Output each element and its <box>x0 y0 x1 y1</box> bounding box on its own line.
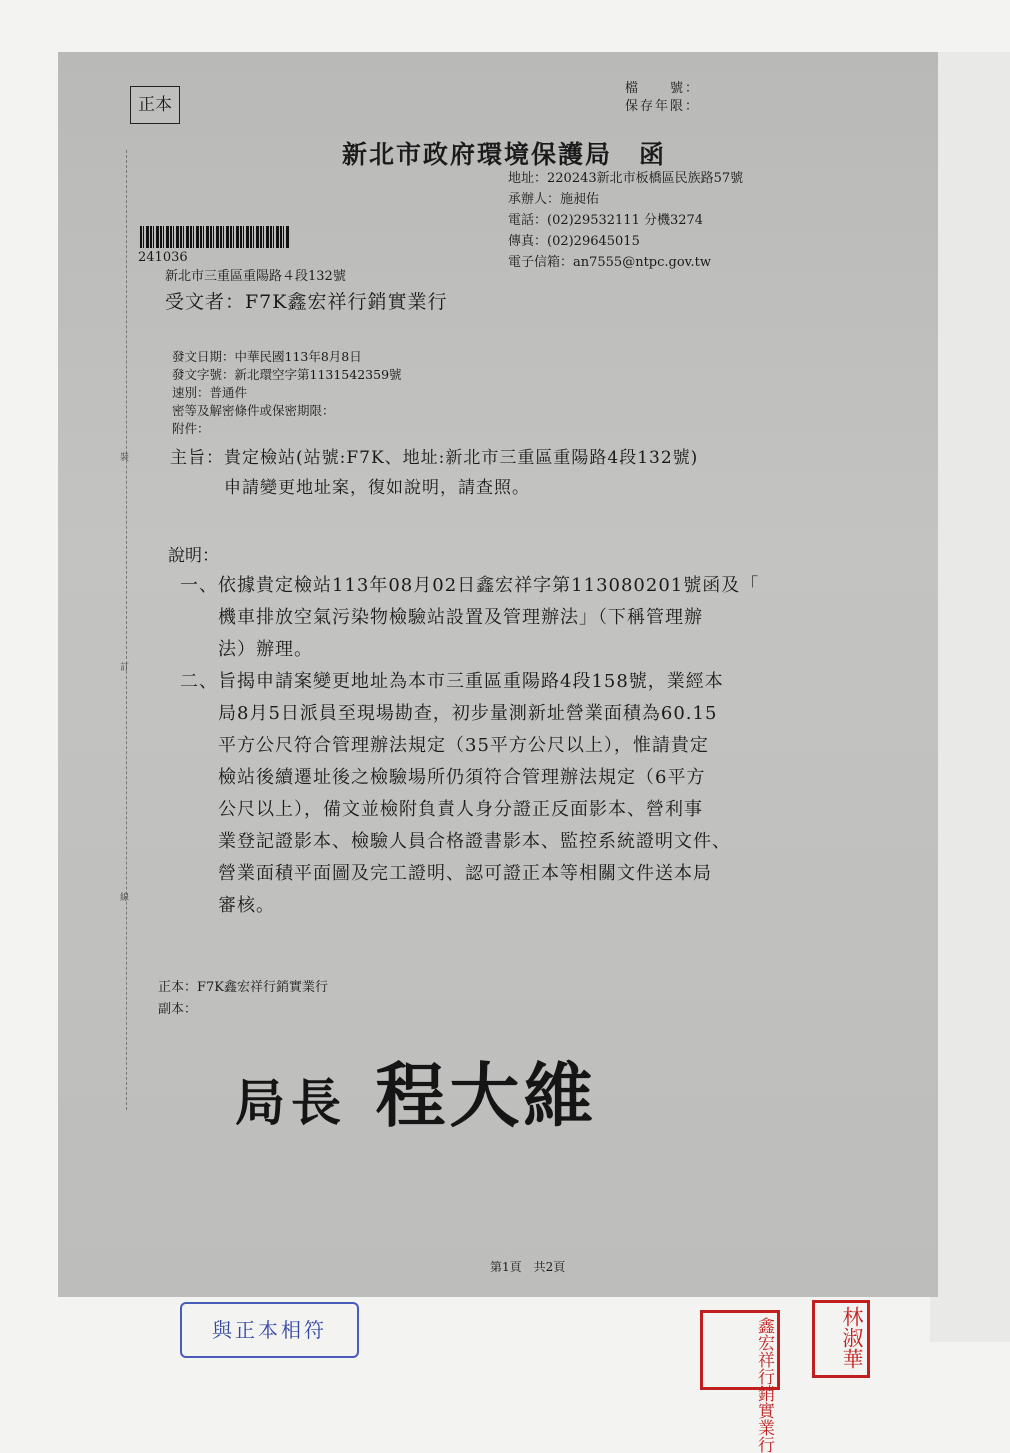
explanation-line: 檢站後續遷址後之檢驗場所仍須符合管理辦法規定（6平方 <box>180 767 706 788</box>
document-number: 發文字號：新北環空字第1131542359號 <box>172 367 402 382</box>
delivery-speed: 速別：普通件 <box>172 385 248 400</box>
binding-mark: 訂 <box>120 663 130 673</box>
explanation-title: 說明： <box>168 546 219 566</box>
document-meta <box>172 348 402 438</box>
issue-date: 發文日期：中華民國113年8月8日 <box>172 349 362 364</box>
barcode <box>140 226 290 248</box>
explanation-line: 審核。 <box>180 895 275 916</box>
contact-email: 電子信箱：an7555@ntpc.gov.tw <box>508 255 711 270</box>
subject-line: 主旨：貴定檢站(站號:F7K、地址:新北市三重區重陽路4段132號) <box>170 448 699 468</box>
binding-mark: 裝 <box>120 453 130 463</box>
explanation-line: 營業面積平面圖及完工證明、認可證正本等相關文件送本局 <box>180 863 712 884</box>
explanation-line: 業登記證影本、檢驗人員合格證書影本、監控系統證明文件、 <box>180 831 731 852</box>
conform-stamp: 與正本相符 <box>180 1302 359 1358</box>
subject-line: 申請變更地址案，復如說明，請查照。 <box>170 478 530 498</box>
contact-handler: 承辦人：施昶佑 <box>508 192 600 207</box>
explanation-line: 公尺以上），備文並檢附負責人身分證正反面影本、營利事 <box>180 799 703 820</box>
attachments: 附件： <box>172 421 210 436</box>
explanation-block <box>180 570 759 922</box>
explanation-line: 一、依據貴定檢站113年08月02日鑫宏祥字第113080201號函及「 <box>180 575 760 596</box>
confidentiality: 密等及解密條件或保密期限： <box>172 403 335 418</box>
original-mark-box: 正本 <box>130 86 180 124</box>
background-strip <box>930 52 1010 1342</box>
explanation-line: 二、旨揭申請案變更地址為本市三重區重陽路4段158號，業經本 <box>180 671 724 692</box>
explanation-line: 局8月5日派員至現場勘查，初步量測新址營業面積為60.15 <box>180 703 718 724</box>
company-seal: 鑫宏祥行銷實業行 <box>700 1310 780 1390</box>
contact-block <box>508 168 743 273</box>
page-number: 第1頁 共2頁 <box>490 1260 566 1274</box>
person-seal: 林淑華 <box>812 1300 870 1378</box>
contact-address: 地址：220243新北市板橋區民族路57號 <box>508 171 744 186</box>
explanation-line: 法）辦理。 <box>180 639 313 660</box>
recipient-name: 受文者：F7K鑫宏祥行銷實業行 <box>165 291 448 313</box>
copies-block <box>158 977 328 1021</box>
signature <box>235 1040 597 1141</box>
copy-recipient: 副本： <box>158 1002 198 1017</box>
retention-period-label: 保存年限： <box>625 99 701 114</box>
binding-line <box>126 150 127 1110</box>
agency-title: 新北市政府環境保護局 函 <box>342 140 667 169</box>
explanation-line: 平方公尺符合管理辦法規定（35平方公尺以上），惟請貴定 <box>180 735 709 756</box>
explanation-line: 機車排放空氣污染物檢驗站設置及管理辦法」（下稱管理辦 <box>180 607 703 628</box>
original-recipient: 正本：F7K鑫宏祥行銷實業行 <box>158 980 329 995</box>
recipient-address: 新北市三重區重陽路４段132號 <box>165 269 346 284</box>
archive-info <box>625 80 700 116</box>
contact-phone: 電話：(02)29532111 分機3274 <box>508 213 704 228</box>
signature-title: 局長 <box>235 1073 347 1132</box>
recipient-postcode: 241036 <box>138 250 188 265</box>
archive-number-label: 檔 號： <box>625 81 701 96</box>
signature-name: 程大維 <box>375 1054 598 1137</box>
binding-mark: 線 <box>120 893 130 903</box>
contact-fax: 傳真：(02)29645015 <box>508 234 640 249</box>
subject-block <box>170 443 698 503</box>
